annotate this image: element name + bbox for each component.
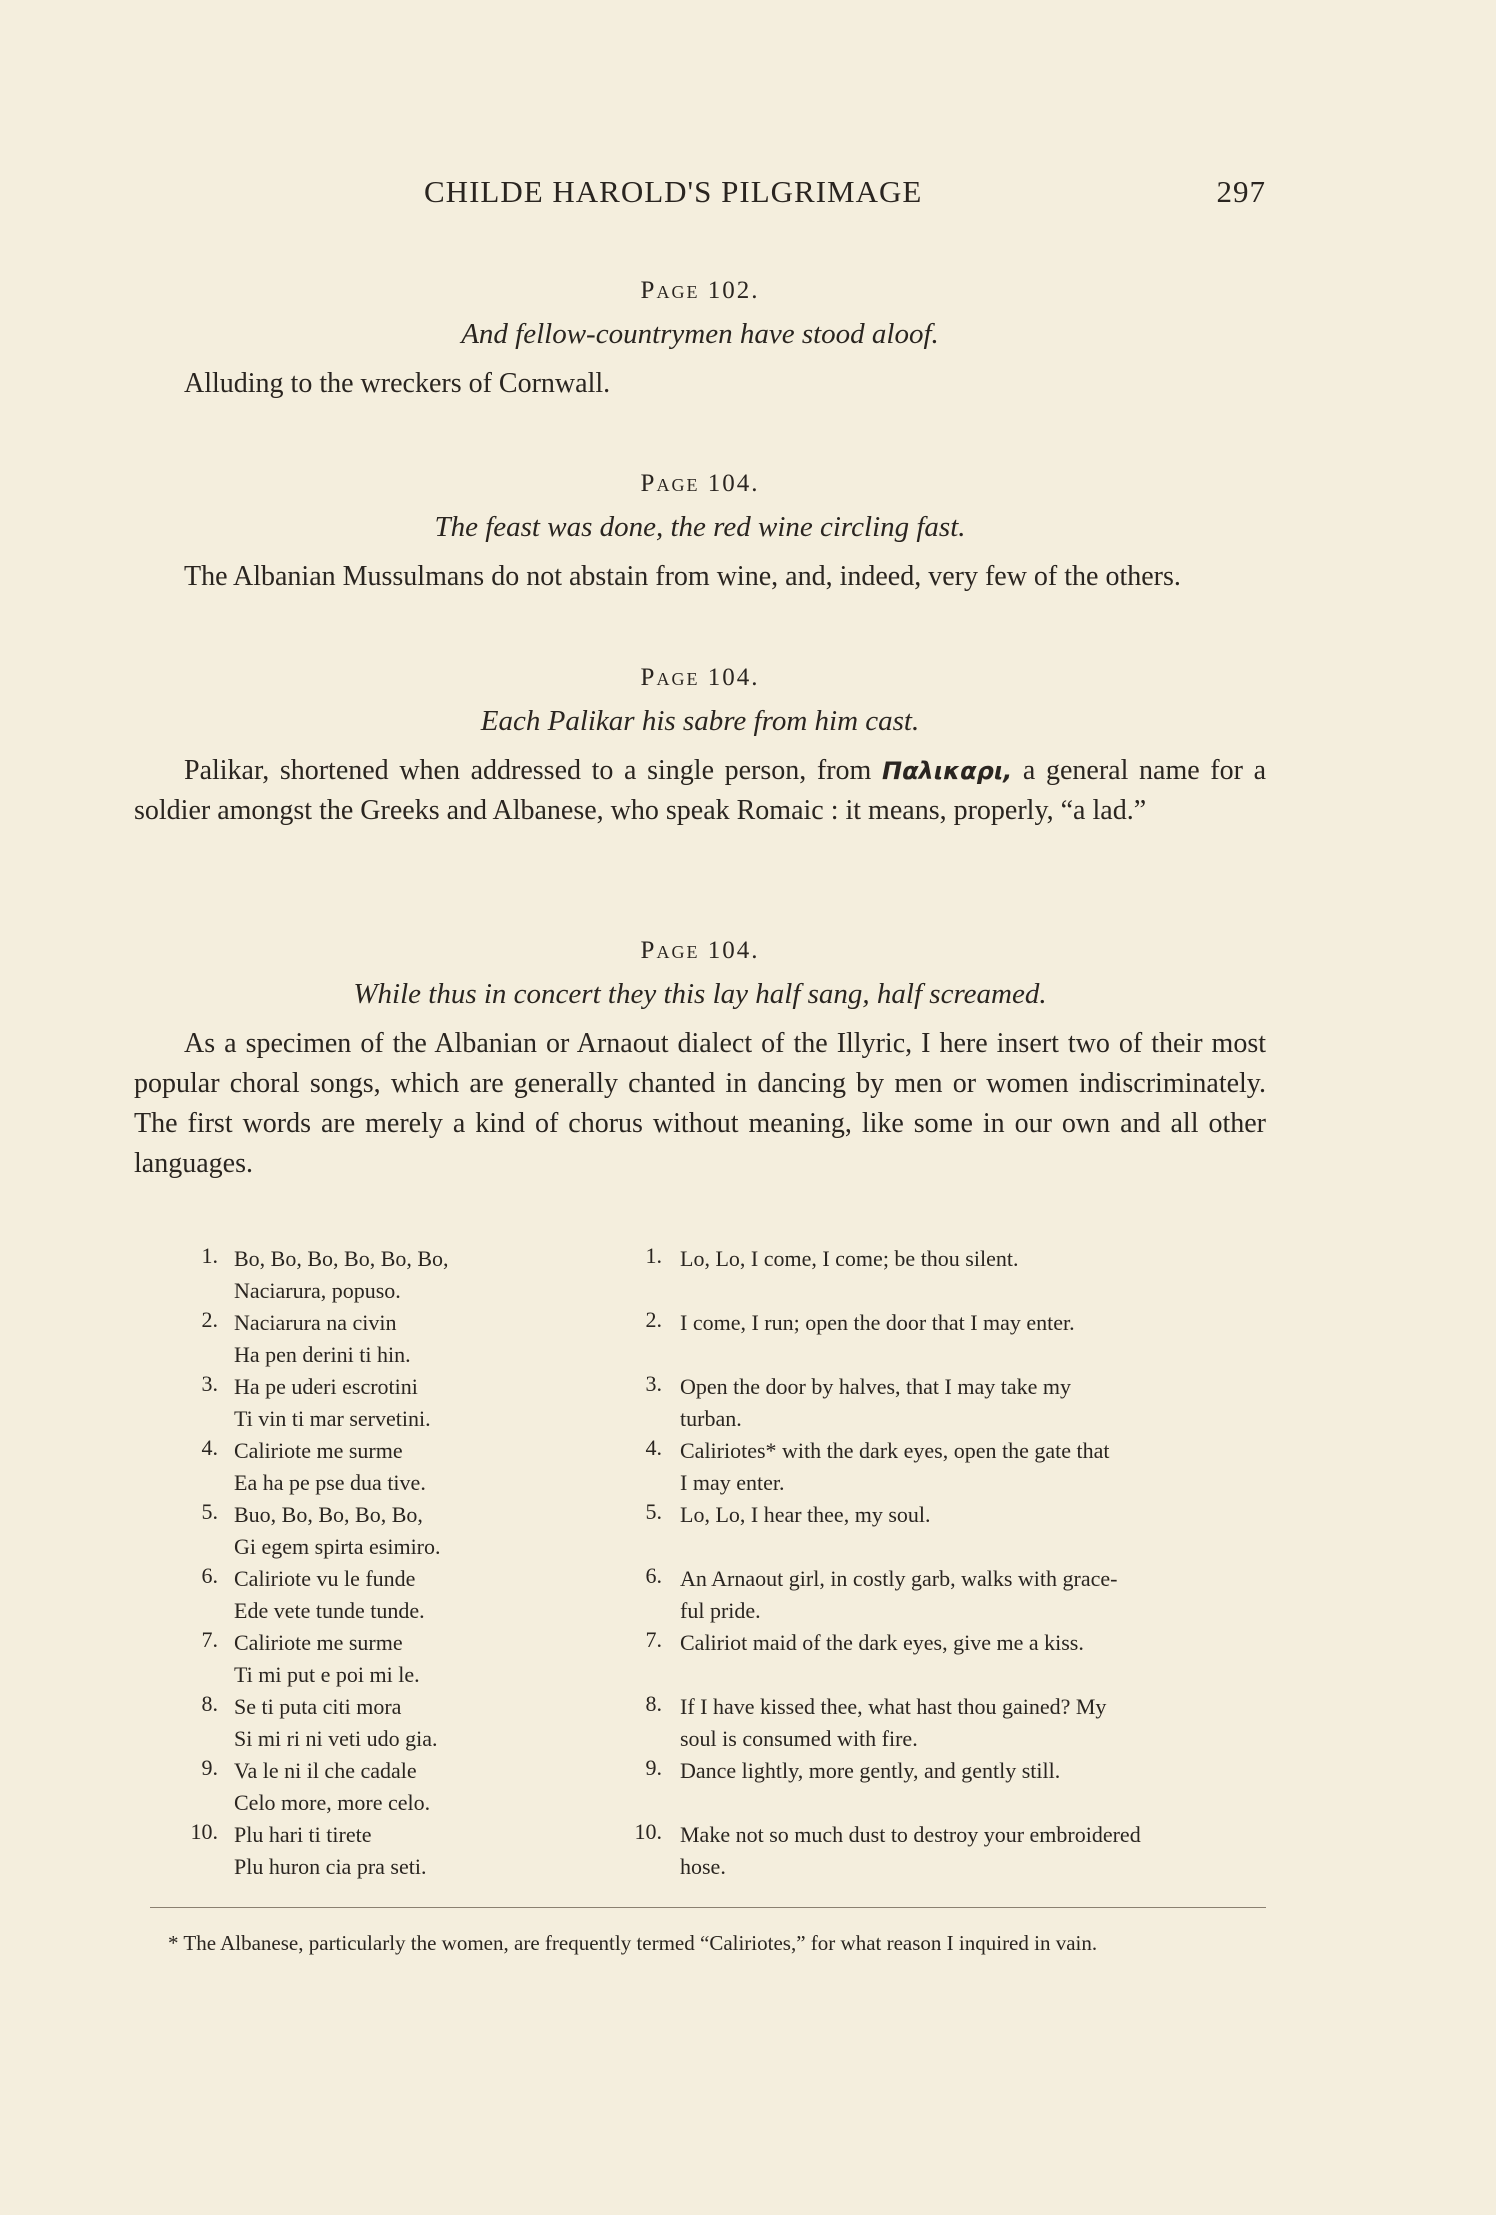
english-verse — [622, 1691, 1266, 1755]
song-verse — [174, 1691, 1266, 1755]
verse-number: 2. — [201, 1307, 218, 1332]
albanian-verse — [174, 1243, 644, 1307]
albanian-line: Naciarura, popuso. — [234, 1278, 401, 1303]
english-line: Open the door by halves, that I may take my — [680, 1374, 1072, 1399]
albanian-line: Caliriote me surme — [234, 1438, 403, 1463]
page-reference: Page 104. — [640, 470, 760, 497]
albanian-line: Buo, Bo, Bo, Bo, Bo, — [234, 1502, 423, 1527]
english-line: Dance lightly, more gently, and gently still. — [680, 1758, 1061, 1783]
song-verse — [174, 1243, 1266, 1307]
english-line: Make not so much dust to destroy your embroidered — [680, 1822, 1141, 1847]
note-text: The Albanian Mussulmans do not abstain from wine, and, indeed, very few of the others. — [184, 561, 1181, 592]
english-line: I come, I run; open the door that I may enter. — [680, 1310, 1075, 1335]
english-verse — [622, 1307, 1266, 1339]
albanian-verse — [174, 1307, 644, 1371]
albanian-line: Caliriote me surme — [234, 1630, 403, 1655]
quoted-line: Each Palikar his sabre from him cast. — [480, 705, 920, 737]
note-text-part: Palikar, shortened when addressed to a single person, from — [184, 755, 882, 786]
verse-number: 3. — [645, 1371, 662, 1396]
albanian-verse — [174, 1499, 644, 1563]
albanian-line: Ea ha pe pse dua tive. — [234, 1470, 426, 1495]
albanian-line: Naciarura na civin — [234, 1310, 397, 1335]
book-page — [134, 0, 1266, 2215]
footnote: * The Albanese, particularly the women, are frequently termed “Caliriotes,” for what reason I inquired in vain. — [168, 1931, 1098, 1955]
verse-number: 6. — [201, 1563, 218, 1588]
note-section-1 — [134, 274, 1266, 404]
verse-number: 7. — [201, 1627, 218, 1652]
running-title: CHILDE HAROLD'S PILGRIMAGE — [424, 174, 923, 209]
note-section-4 — [134, 934, 1266, 1184]
albanian-verse — [174, 1755, 644, 1819]
english-line: Caliriotes* with the dark eyes, open the gate that — [680, 1438, 1110, 1463]
quoted-line: The feast was done, the red wine circling fast. — [434, 511, 966, 543]
albanian-verse — [174, 1819, 644, 1883]
verse-number: 8. — [645, 1691, 662, 1716]
albanian-line: Caliriote vu le funde — [234, 1566, 416, 1591]
english-verse — [622, 1819, 1266, 1883]
english-line: hose. — [680, 1854, 726, 1879]
english-line: I may enter. — [680, 1470, 785, 1495]
albanian-line: Ede vete tunde tunde. — [234, 1598, 425, 1623]
albanian-line: Bo, Bo, Bo, Bo, Bo, Bo, — [234, 1246, 449, 1271]
page-reference: Page 104. — [640, 937, 760, 964]
page-reference: Page 102. — [640, 277, 760, 304]
verse-number: 6. — [645, 1563, 662, 1588]
english-line: An Arnaout girl, in costly garb, walks with grace- — [680, 1566, 1118, 1591]
english-line: soul is consumed with fire. — [680, 1726, 918, 1751]
english-line: If I have kissed thee, what hast thou gained? My — [680, 1694, 1107, 1719]
song-verse — [174, 1819, 1266, 1883]
verse-number: 1. — [201, 1243, 218, 1268]
page-reference: Page 104. — [640, 664, 760, 691]
verse-number: 10. — [634, 1819, 662, 1844]
song-verse — [174, 1563, 1266, 1627]
english-verse — [622, 1243, 1266, 1275]
verse-number: 3. — [201, 1371, 218, 1396]
footnote-rule — [150, 1907, 1266, 1908]
albanian-line: Si mi ri ni veti udo gia. — [234, 1726, 438, 1751]
song-verse — [174, 1435, 1266, 1499]
greek-word: Παλικαρι, — [881, 757, 1013, 785]
quoted-line: And fellow-countrymen have stood aloof. — [461, 318, 939, 350]
verse-number: 10. — [190, 1819, 218, 1844]
english-verse — [622, 1563, 1266, 1627]
verse-number: 8. — [201, 1691, 218, 1716]
albanian-verse — [174, 1563, 644, 1627]
english-verse — [622, 1435, 1266, 1499]
albanian-verse — [174, 1627, 644, 1691]
verse-number: 5. — [645, 1499, 662, 1524]
english-line: ful pride. — [680, 1598, 761, 1623]
albanian-line: Va le ni il che cadale — [234, 1758, 417, 1783]
albanian-verse — [174, 1435, 644, 1499]
albanian-line: Plu hari ti tirete — [234, 1822, 372, 1847]
verse-number: 4. — [645, 1435, 662, 1460]
song-verse — [174, 1371, 1266, 1435]
albanian-verse — [174, 1371, 644, 1435]
verse-number: 9. — [201, 1755, 218, 1780]
verse-number: 1. — [645, 1243, 662, 1268]
quoted-line: While thus in concert they this lay half sang, half screamed. — [353, 978, 1047, 1010]
note-text: As a specimen of the Albanian or Arnaout dialect of the Illyric, I here insert two of their most popular choral songs, which are generally chanted in dancing by men or women indiscriminately. The first words are merely a kind of chorus without meaning, like some in our own and all other languages. — [134, 1028, 1266, 1179]
song-table — [174, 1243, 1266, 1883]
albanian-line: Gi egem spirta esimiro. — [234, 1534, 441, 1559]
page-number: 297 — [1216, 174, 1266, 209]
albanian-line: Ha pe uderi escrotini — [234, 1374, 418, 1399]
english-line: Caliriot maid of the dark eyes, give me a kiss. — [680, 1630, 1084, 1655]
note-section-2 — [134, 467, 1266, 597]
song-verse — [174, 1627, 1266, 1691]
note-text — [134, 751, 1266, 831]
albanian-line: Se ti puta citi mora — [234, 1694, 402, 1719]
english-line: Lo, Lo, I come, I come; be thou silent. — [680, 1246, 1019, 1271]
verse-number: 2. — [645, 1307, 662, 1332]
albanian-line: Ti mi put e poi mi le. — [234, 1662, 420, 1687]
english-line: Lo, Lo, I hear thee, my soul. — [680, 1502, 931, 1527]
song-verse — [174, 1499, 1266, 1563]
note-section-3 — [134, 661, 1266, 831]
note-text-part: a general name for a soldier amongst the Greeks and Albanese, who speak Romaic : it means, properly, “a lad.” — [134, 755, 1266, 826]
english-verse — [622, 1755, 1266, 1787]
running-head — [134, 174, 1266, 214]
verse-number: 7. — [645, 1627, 662, 1652]
albanian-verse — [174, 1691, 644, 1755]
note-text: Alluding to the wreckers of Cornwall. — [184, 368, 611, 399]
english-line: turban. — [680, 1406, 742, 1431]
albanian-line: Ha pen derini ti hin. — [234, 1342, 411, 1367]
verse-number: 5. — [201, 1499, 218, 1524]
albanian-line: Plu huron cia pra seti. — [234, 1854, 427, 1879]
verse-number: 9. — [645, 1755, 662, 1780]
english-verse — [622, 1371, 1266, 1435]
english-verse — [622, 1627, 1266, 1659]
song-verse — [174, 1307, 1266, 1371]
verse-number: 4. — [201, 1435, 218, 1460]
song-verse — [174, 1755, 1266, 1819]
albanian-line: Celo more, more celo. — [234, 1790, 431, 1815]
albanian-line: Ti vin ti mar servetini. — [234, 1406, 431, 1431]
english-verse — [622, 1499, 1266, 1531]
